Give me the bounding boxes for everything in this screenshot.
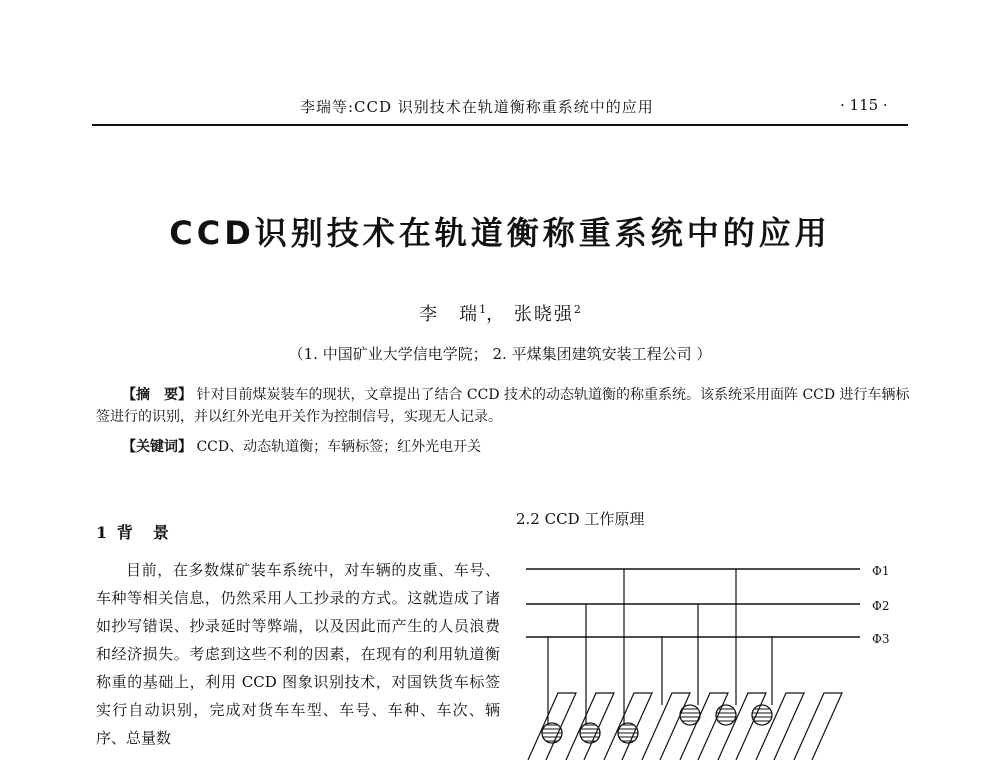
abstract — [96, 384, 912, 428]
header-rule — [92, 124, 908, 126]
section-2-2-heading: 2.2 CCD 工作原理 — [516, 510, 645, 528]
phase-label-1: Φ1 — [872, 564, 890, 578]
ccd-diagram — [500, 555, 900, 760]
phase-label-2: Φ2 — [872, 599, 890, 613]
keywords — [122, 436, 938, 458]
keywords-text: CCD、动态轨道衡；车辆标签；红外光电开关 — [196, 439, 482, 455]
page-number: · 115 · — [840, 96, 888, 114]
electrode-strips — [528, 693, 842, 760]
paper-title: CCD识别技术在轨道衡称重系统中的应用 — [169, 214, 831, 252]
electrode-taps — [548, 569, 772, 725]
keywords-label: 【关键词】 — [122, 439, 192, 455]
affiliations: （1. 中国矿业大学信电学院； 2. 平煤集团建筑安装工程公司 ） — [288, 345, 712, 363]
abstract-text: 针对目前煤炭装车的现状，文章提出了结合 CCD 技术的动态轨道衡的称重系统。该系统采用面阵 CCD 进行车辆标签进行的识别，并以红外光电开关作为控制信号，实现无人记录。 — [96, 387, 910, 425]
phase-label-3: Φ3 — [872, 632, 890, 646]
running-head: 李瑞等:CCD 识别技术在轨道衡称重系统中的应用 — [300, 98, 654, 116]
author-separator: ， — [486, 304, 507, 325]
section-1-heading: 1 背 景 — [96, 523, 171, 542]
author-name: 张晓强 — [513, 304, 574, 325]
author-affil-mark: 2 — [573, 303, 581, 316]
author-affil-mark: 1 — [479, 303, 487, 316]
section-1-body: 目前，在多数煤矿装车系统中，对车辆的皮重、车号、车种等相关信息，仍然采用人工抄录的方式。这就造成了诸如抄写错误、抄录延时等弊端，以及因此而产生的人员浪费和经济损失。考虑到这些不利的因素，在现有的利用轨道衡称重的基础上，利用 CCD 图象识别技术，对国铁货车标签实行自动识别，完成对货车车型、车号、车种、车次、辆序、总量数 — [96, 561, 500, 747]
authors — [0, 300, 1000, 326]
author-name: 李 瑞 — [419, 304, 480, 325]
abstract-label: 【摘 要】 — [122, 387, 192, 403]
